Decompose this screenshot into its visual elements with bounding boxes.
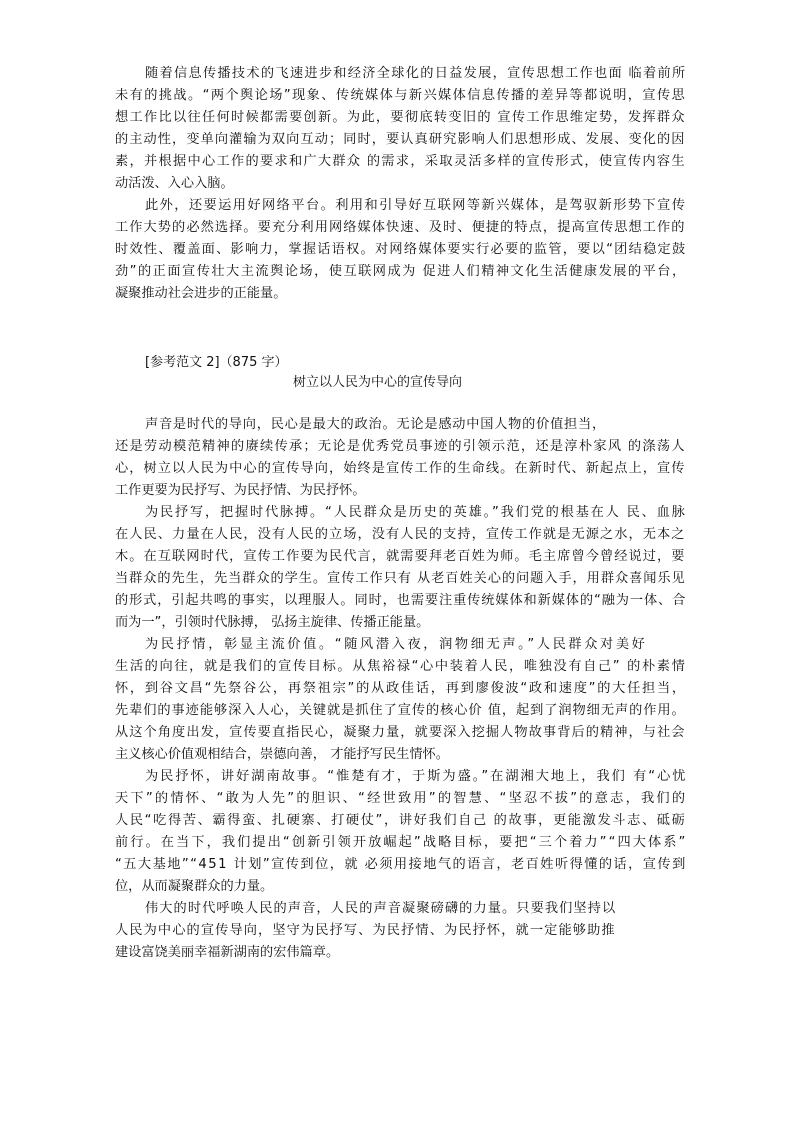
text-line: 前行。在当下，我们提出“创新引领开放崛起”战略目标，要把“三个着力”“四大体系” bbox=[115, 835, 688, 850]
text-line: 怀，到谷文昌“先祭谷公，再祭祖宗”的从政佳话，再到廖俊波“政和速度”的大任担当， bbox=[115, 681, 687, 696]
text-line: 当群众的先生，先当群众的学生。宣传工作只有 从老百姓关心的问题入手，用群众喜闻乐见 bbox=[115, 571, 686, 586]
text-line: 想工作比以往任何时候都需要创新。为此，要彻底转变旧的 宣传工作思维定势，发挥群众 bbox=[115, 110, 686, 125]
text-line: 未有的挑战。“两个舆论场”现象、传统媒体与新兴媒体信息传播的差异等都说明，宣传思 bbox=[115, 88, 687, 103]
text-line: 人民“吃得苦、霸得蛮、扎硬寨、打硬仗”，讲好我们自己 的故事，更能激发斗志、砥砺 bbox=[115, 813, 687, 828]
text-line: 天下”的情怀、“敢为人先”的胆识、“经世致用”的智慧、“坚忍不拔”的意志，我们的 bbox=[115, 791, 688, 806]
text-line: 先辈们的事迹能够深入人心，关键就是抓住了宣传的核心价 值，起到了润物细无声的作用。 bbox=[115, 703, 686, 718]
text-line: 伟大的时代呼唤人民的声音，人民的声音凝聚磅礴的力量。只要我们坚持以 bbox=[145, 901, 617, 916]
text-line: 为民抒情，彰显主流价值。“随风潜入夜，润物细无声。”人民群众对美好 bbox=[145, 637, 648, 652]
text-line: 的主动性，变单向灌输为双向互动；同时，要认真研究影响人们思想形成、发展、变化的因 bbox=[115, 132, 686, 147]
text-line: 在人民、力量在人民，没有人民的立场，没有人民的支持，宣传工作就是无源之水，无本之 bbox=[115, 527, 686, 542]
text-line: 位，从而凝聚群众的力量。 bbox=[115, 879, 274, 894]
text-line: 生活的向往，就是我们的宣传目标。从焦裕禄“心中装着人民，唯独没有自己” 的朴素情 bbox=[115, 659, 687, 674]
essay-title: 树立以人民为中心的宣传导向 bbox=[293, 375, 463, 390]
text-line: 时效性、覆盖面、影响力，掌握话语权。对网络媒体要实行必要的监管，要以“团结稳定鼓 bbox=[115, 242, 687, 257]
text-line: 从这个角度出发，宣传要直指民心，凝聚力量，就要深入挖掘人物故事背后的精神，与社会 bbox=[115, 725, 686, 740]
text-line: 建设富饶美丽幸福新湖南的宏伟篇章。 bbox=[115, 945, 340, 960]
text-line: 凝聚推动社会进步的正能量。 bbox=[115, 286, 287, 301]
text-line: “五大基地”“451 计划”宣传到位，就 必须用接地气的语言，老百姓听得懂的话，宣传到 bbox=[115, 857, 687, 872]
text-line: 此外，还要运用好网络平台。利用和引导好互联网等新兴媒体，是驾驭新形势下宣传 bbox=[145, 198, 687, 213]
text-line: 为民抒怀，讲好湖南故事。“惟楚有才，于斯为盛。”在湖湘大地上，我们 有“心忧 bbox=[145, 769, 688, 784]
text-line: 还是劳动模范精神的赓续传承；无论是优秀党员事迹的引领示范，还是淳朴家风 的涤荡人 bbox=[115, 439, 686, 454]
text-line: 为民抒写，把握时代脉搏。“人民群众是历史的英雄。”我们党的根基在人 民、血脉 bbox=[145, 505, 687, 520]
text-line: 动活泼、入心入脑。 bbox=[115, 176, 234, 191]
text-line: 随着信息传播技术的飞速进步和经济全球化的日益发展，宣传思想工作也面 临着前所 bbox=[145, 66, 687, 81]
text-line: 劲”的正面宣传壮大主流舆论场，使互联网成为 促进人们精神文化生活健康发展的平台， bbox=[115, 264, 687, 279]
text-line: 心，树立以人民为中心的宣传导向，始终是宣传工作的生命线。在新时代、新起点上，宣传 bbox=[115, 461, 686, 476]
text-line: 素，并根据中心工作的要求和广大群众 的需求，采取灵活多样的宣传形式，使宣传内容生 bbox=[115, 154, 686, 169]
text-line: 工作更要为民抒写、为民抒情、为民抒怀。 bbox=[115, 483, 366, 498]
reference-label: [参考范文 2]（875 字） bbox=[145, 355, 288, 370]
text-line: 的形式，引起共鸣的事实，以理服人。同时，也需要注重传统媒体和新媒体的“融为一体、合 bbox=[115, 593, 687, 608]
text-line: 而为一”，引领时代脉搏， 弘扬主旋律、传播正能量。 bbox=[115, 615, 430, 630]
text-line: 人民为中心的宣传导向，坚守为民抒写、为民抒情、为民抒怀，就一定能够助推 bbox=[115, 923, 616, 938]
text-line: 木。在互联网时代，宣传工作要为民代言，就需要拜老百姓为师。毛主席曾今曾经说过，要 bbox=[115, 549, 686, 564]
text-line: 声音是时代的导向，民心是最大的政治。无论是感动中国人物的价值担当， bbox=[145, 417, 606, 432]
text-line: 工作大势的必然选择。要充分利用网络媒体快速、及时、便捷的特点，提高宣传思想工作的 bbox=[115, 220, 686, 235]
text-line: 主义核心价值观相结合，崇德向善， 才能抒写民生情怀。 bbox=[115, 747, 449, 762]
